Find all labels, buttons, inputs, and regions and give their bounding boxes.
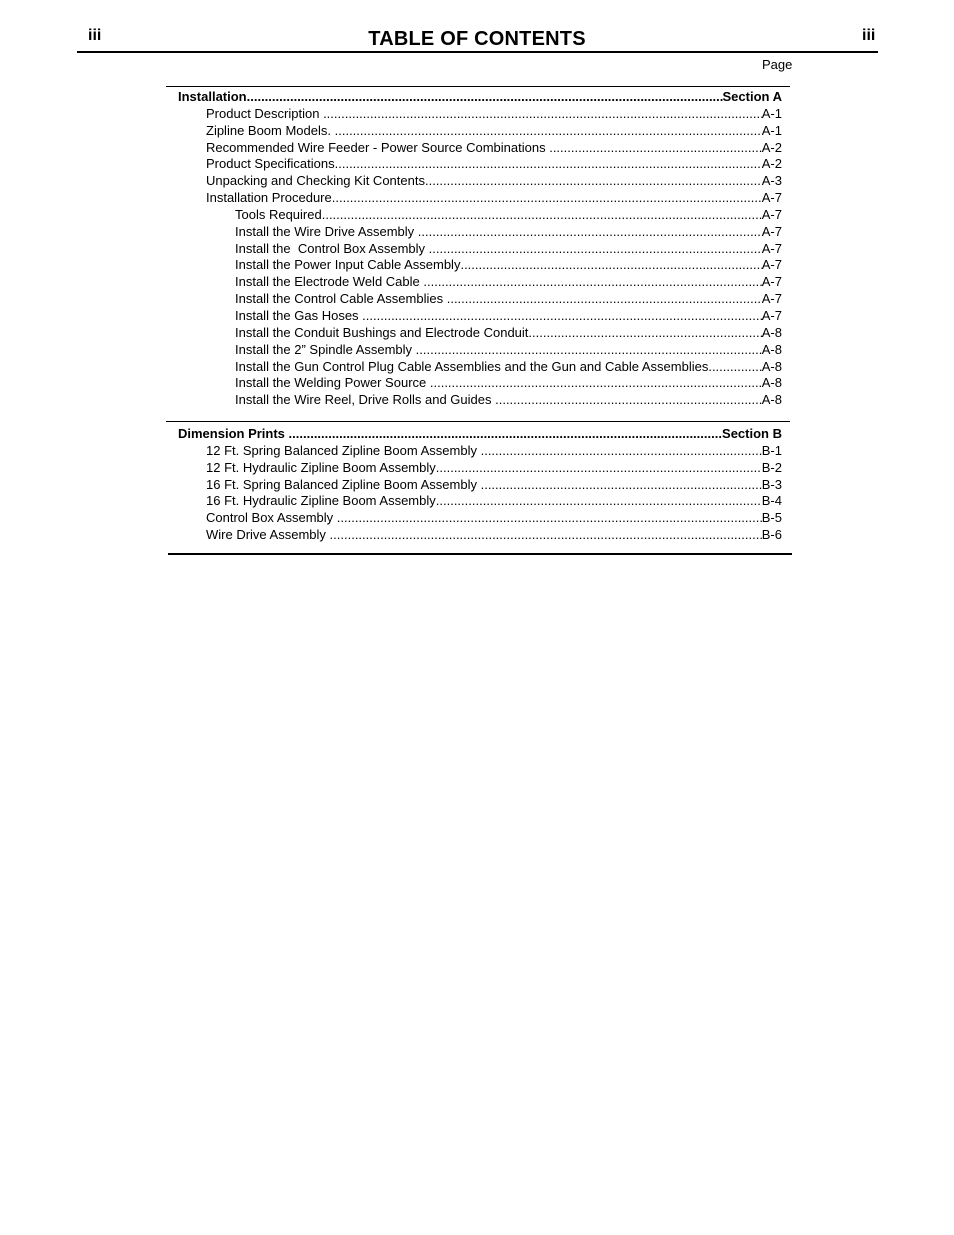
dot-leader <box>460 257 761 274</box>
toc-entry-page: A-1 <box>761 122 782 138</box>
dot-leader <box>447 291 762 308</box>
dot-leader <box>337 510 762 527</box>
dot-leader <box>708 359 761 376</box>
toc-entry-label: Installation Procedure <box>206 190 332 206</box>
toc-entry[interactable] <box>178 527 782 544</box>
toc-entry-label: Install the Conduit Bushings and Electrode Conduit <box>235 324 529 340</box>
toc-entry-label: Install the Wire Reel, Drive Rolls and Guides <box>235 392 496 408</box>
toc-entry-page: A-7 <box>761 257 782 273</box>
toc-entry-page: A-7 <box>761 240 782 256</box>
dot-leader <box>335 123 762 140</box>
dot-leader <box>528 325 761 342</box>
toc-entry[interactable] <box>178 257 782 274</box>
dot-leader <box>322 207 762 224</box>
toc-entry[interactable] <box>178 140 782 157</box>
toc-entry-page: A-7 <box>761 190 782 206</box>
toc-entry-page: B-2 <box>761 459 782 475</box>
section-b-top-rule <box>166 421 790 422</box>
toc-entry-label: Tools Required <box>235 206 322 222</box>
toc-entry-page: A-2 <box>761 156 782 172</box>
dot-leader <box>323 106 762 123</box>
toc-heading-dimension-prints[interactable] <box>178 426 782 443</box>
toc-entry-page: A-7 <box>761 223 782 239</box>
header-rule <box>77 51 878 53</box>
toc-entry-label: 16 Ft. Spring Balanced Zipline Boom Assembly <box>206 476 481 492</box>
toc-heading-label: Installation <box>178 89 247 104</box>
toc-entry[interactable] <box>178 359 782 376</box>
toc-entry-label: Wire Drive Assembly <box>206 527 330 543</box>
dot-leader <box>416 342 762 359</box>
toc-entry-page: B-5 <box>761 510 782 526</box>
toc-entry[interactable] <box>178 274 782 291</box>
toc-entries-section-b <box>178 443 782 544</box>
page-title: TABLE OF CONTENTS <box>368 28 586 50</box>
dot-leader <box>247 89 723 106</box>
toc-heading-installation[interactable] <box>178 89 782 106</box>
toc-entry-label: Control Box Assembly <box>206 510 337 526</box>
toc-entry-page: A-7 <box>761 206 782 222</box>
page-number-left: iii <box>88 27 102 44</box>
toc-entry-page: A-8 <box>761 375 782 391</box>
toc-entry[interactable] <box>178 106 782 123</box>
toc-entry-label: Install the Wire Drive Assembly <box>235 223 418 239</box>
toc-entry[interactable] <box>178 173 782 190</box>
toc-entry-label: 16 Ft. Hydraulic Zipline Boom Assembly <box>206 493 436 509</box>
toc-entry-page: A-8 <box>761 341 782 357</box>
toc-entry[interactable] <box>178 342 782 359</box>
toc-entry-label: 12 Ft. Spring Balanced Zipline Boom Assembly <box>206 442 481 458</box>
toc-entry-page: B-1 <box>761 442 782 458</box>
toc-entry-label: Product Specifications <box>206 156 335 172</box>
toc-entry-label: Install the Power Input Cable Assembly <box>235 257 461 273</box>
toc-entry-label: Install the Gas Hoses <box>235 307 363 323</box>
toc-entry[interactable] <box>178 443 782 460</box>
toc-entries-section-a <box>178 106 782 409</box>
toc-entry-label: Install the Welding Power Source <box>235 375 430 391</box>
toc-heading-page: Section B <box>722 426 782 441</box>
page-number-right: iii <box>862 27 876 44</box>
toc-entry[interactable] <box>178 291 782 308</box>
toc-entry-label: Product Description <box>206 105 324 121</box>
toc-heading-page: Section A <box>722 89 782 104</box>
toc-entry-label: Recommended Wire Feeder - Power Source Combinations <box>206 139 550 155</box>
dot-leader <box>362 308 762 325</box>
dot-leader <box>332 190 762 207</box>
toc-heading-label: Dimension Prints <box>178 426 289 441</box>
toc-entry-page: A-7 <box>761 291 782 307</box>
toc-entry[interactable] <box>178 460 782 477</box>
toc-entry-page: A-7 <box>761 307 782 323</box>
dot-leader <box>289 426 723 443</box>
toc-entry-label: Install the Control Box Assembly <box>235 240 429 256</box>
toc-entry-label: Install the 2” Spindle Assembly <box>235 341 416 357</box>
section-a-top-rule <box>166 86 790 87</box>
dot-leader <box>425 173 762 190</box>
dot-leader <box>481 477 762 494</box>
toc-entry-label: Install the Control Cable Assemblies <box>235 291 447 307</box>
toc-entry-page: A-8 <box>761 358 782 374</box>
toc-entry-page: A-2 <box>761 139 782 155</box>
dot-leader <box>481 443 762 460</box>
toc-entry-page: A-7 <box>761 274 782 290</box>
dot-leader <box>429 241 762 258</box>
toc-entry[interactable] <box>178 241 782 258</box>
toc-entry-page: B-3 <box>761 476 782 492</box>
toc-entry-label: 12 Ft. Hydraulic Zipline Boom Assembly <box>206 459 436 475</box>
toc-entry-page: B-6 <box>761 527 782 543</box>
dot-leader <box>418 224 762 241</box>
toc-entry[interactable] <box>178 392 782 409</box>
toc-entry[interactable] <box>178 375 782 392</box>
toc-entry[interactable] <box>178 190 782 207</box>
toc-entry[interactable] <box>178 477 782 494</box>
toc-entry-label: Install the Electrode Weld Cable <box>235 274 424 290</box>
dot-leader <box>549 140 762 157</box>
toc-entry-page: A-8 <box>761 324 782 340</box>
dot-leader <box>430 375 762 392</box>
toc-entry-label: Install the Gun Control Plug Cable Assemblies and the Gun and Cable Assemblies <box>235 358 709 374</box>
dot-leader <box>436 460 762 477</box>
section-b-bottom-rule <box>168 553 792 555</box>
toc-entry-page: A-8 <box>761 392 782 408</box>
dot-leader <box>495 392 762 409</box>
toc-entry[interactable] <box>178 224 782 241</box>
dot-leader <box>335 156 762 173</box>
dot-leader <box>423 274 761 291</box>
toc-entry[interactable] <box>178 123 782 140</box>
toc-entry[interactable] <box>178 207 782 224</box>
page-column-label: Page <box>762 57 793 72</box>
toc-entry-page: A-3 <box>761 173 782 189</box>
toc-entry-page: B-4 <box>761 493 782 509</box>
toc-entry[interactable] <box>178 308 782 325</box>
toc-entry-label: Unpacking and Checking Kit Contents <box>206 173 425 189</box>
toc-entry[interactable] <box>178 510 782 527</box>
toc-section-b <box>178 426 782 544</box>
dot-leader <box>436 493 762 510</box>
toc-entry-label: Zipline Boom Models. <box>206 122 335 138</box>
toc-entry[interactable] <box>178 493 782 510</box>
toc-entry[interactable] <box>178 325 782 342</box>
toc-entry-page: A-1 <box>761 105 782 121</box>
dot-leader <box>330 527 762 544</box>
toc-section-a <box>178 89 782 409</box>
toc-entry[interactable] <box>178 156 782 173</box>
